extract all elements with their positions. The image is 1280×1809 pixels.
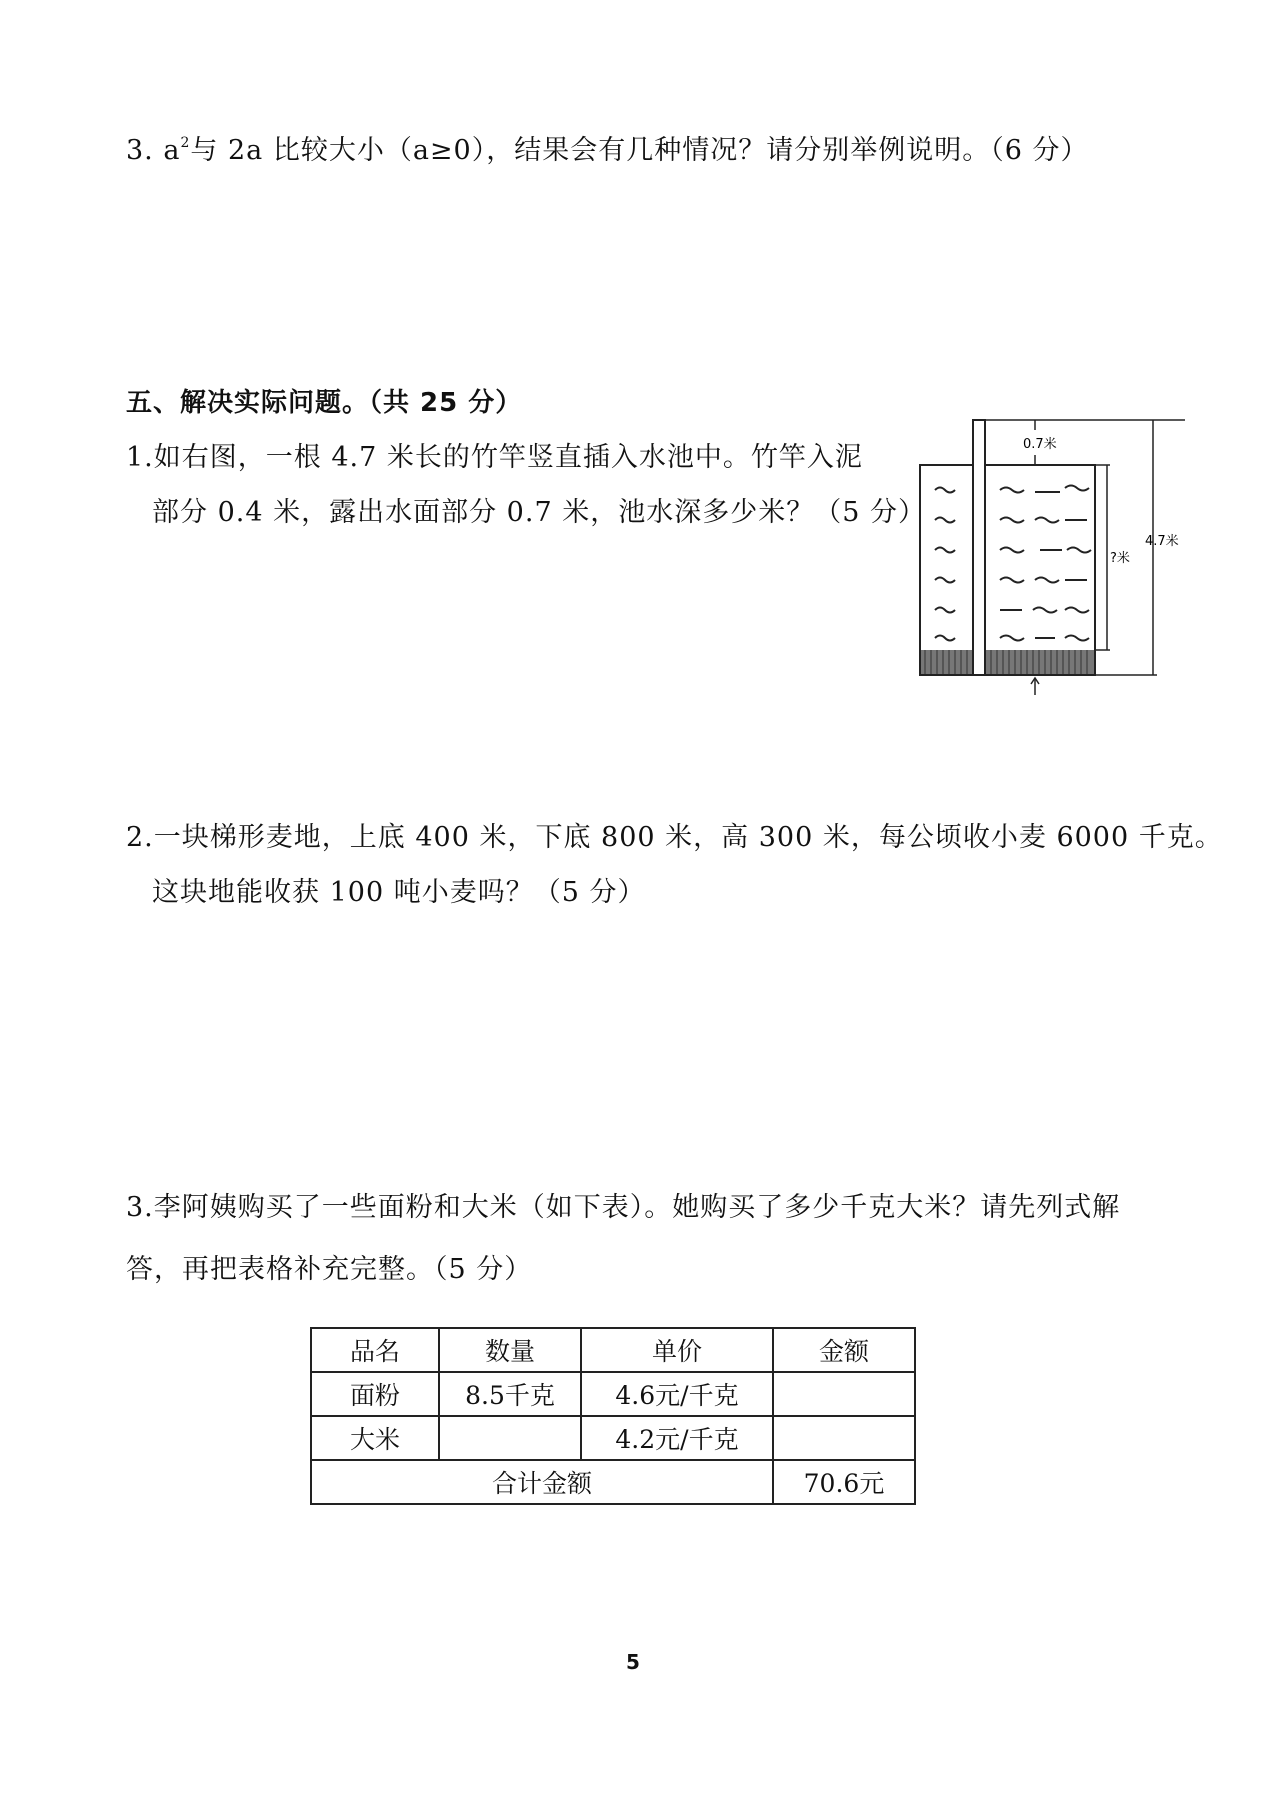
- table-header: 数量: [439, 1328, 581, 1372]
- label-water: ?米: [1110, 551, 1130, 566]
- table-cell: 8.5千克: [439, 1372, 581, 1416]
- exponent: 2: [180, 135, 191, 151]
- page-number: 5: [626, 1650, 640, 1674]
- table-header-row: [311, 1328, 915, 1372]
- table-total-row: [311, 1460, 915, 1504]
- table-cell[interactable]: [439, 1416, 581, 1460]
- table-cell: 4.6元/千克: [581, 1372, 773, 1416]
- pool-outline: [920, 465, 1095, 675]
- table-cell: 4.2元/千克: [581, 1416, 773, 1460]
- question-3-prefix: 3. a: [126, 135, 181, 166]
- pool-figure: [915, 410, 1190, 700]
- table-header: 品名: [311, 1328, 439, 1372]
- section-heading: 五、解决实际问题。（共 25 分）: [126, 388, 523, 418]
- problem-1-line-2: 部分 0.4 米，露出水面部分 0.7 米，池水深多少米？（5 分）: [152, 497, 926, 528]
- question-3-text: [126, 128, 1088, 167]
- purchase-table: [310, 1327, 916, 1505]
- table-header: 单价: [581, 1328, 773, 1372]
- bamboo-pole: [973, 420, 985, 675]
- table-header: 金额: [773, 1328, 915, 1372]
- question-3-body: 与 2a 比较大小（a≥0），结果会有几种情况？请分别举例说明。（6 分）: [190, 135, 1089, 166]
- total-label: 合计金额: [311, 1460, 773, 1504]
- table-row: [311, 1372, 915, 1416]
- table-cell[interactable]: [773, 1416, 915, 1460]
- problem-3-line-2: 答，再把表格补充完整。（5 分）: [126, 1254, 533, 1285]
- table-cell[interactable]: [773, 1372, 915, 1416]
- mud-layer: [921, 650, 1094, 674]
- problem-1-line-1: 1.如右图，一根 4.7 米长的竹竿竖直插入水池中。竹竿入泥: [126, 442, 863, 473]
- label-total: 4.7米: [1145, 534, 1179, 549]
- pool-diagram: [915, 410, 1190, 700]
- problem-3-line-1: 3.李阿姨购买了一些面粉和大米（如下表）。她购买了多少千克大米？请先列式解: [126, 1192, 1121, 1223]
- problem-2-line-2: 这块地能收获 100 吨小麦吗？（5 分）: [152, 877, 646, 908]
- problem-2-line-1: 2.一块梯形麦地，上底 400 米，下底 800 米，高 300 米，每公顷收小麦 6000 千克。: [126, 822, 1223, 853]
- water-waves: [935, 486, 1091, 641]
- total-value: 70.6元: [773, 1460, 915, 1504]
- label-top: 0.7米: [1023, 437, 1057, 452]
- table-cell: 大米: [311, 1416, 439, 1460]
- table-cell: 面粉: [311, 1372, 439, 1416]
- table-row: [311, 1416, 915, 1460]
